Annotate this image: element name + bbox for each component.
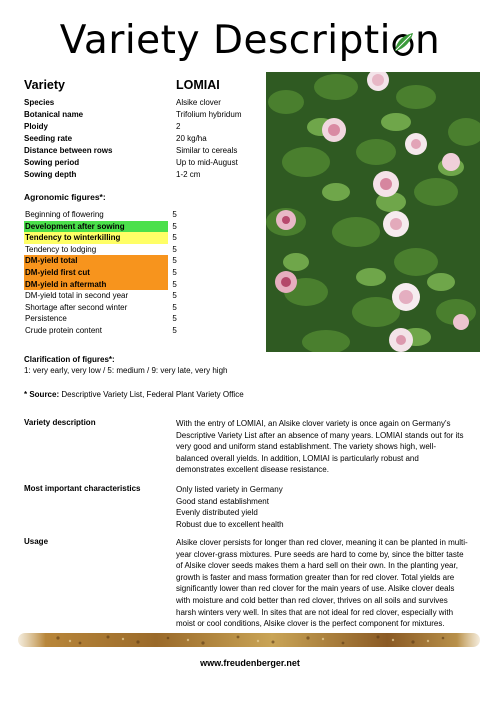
- description-line: demonstrates excellent disease resistance.: [176, 465, 329, 475]
- characteristic-item: Robust due to excellent health: [176, 519, 284, 529]
- website-url: www.freudenberger.net: [200, 658, 300, 668]
- agronomic-value: 5: [172, 314, 177, 324]
- agronomic-value: 5: [172, 325, 177, 335]
- spec-key: Sowing period: [24, 158, 80, 167]
- agronomic-value: 5: [172, 256, 177, 266]
- spec-value: 2: [176, 122, 181, 131]
- clarification-text: 1: very early, very low / 5: medium / 9: very late, very high: [24, 366, 228, 375]
- spec-key: Species: [24, 98, 55, 107]
- spec-row: [24, 109, 264, 121]
- agronomic-label: DM-yield in aftermath: [24, 279, 168, 291]
- source-label: * Source:: [24, 390, 60, 399]
- characteristic-item: Evenly distributed yield: [176, 508, 258, 518]
- agronomic-value: 5: [172, 233, 177, 243]
- agronomic-label: Beginning of flowering: [25, 210, 104, 219]
- clover-photo: [266, 72, 480, 352]
- spec-row: [24, 157, 264, 169]
- spec-value: Similar to cereals: [176, 146, 238, 155]
- variety-label: Variety: [24, 78, 66, 92]
- spec-value: Up to mid-August: [176, 158, 238, 167]
- spec-row: [24, 121, 264, 133]
- agronomic-value: 5: [172, 267, 177, 277]
- characteristics-label: Most important characteristics: [24, 484, 141, 493]
- spec-key: Seeding rate: [24, 134, 73, 143]
- spec-value: Trifolium hybridum: [176, 110, 242, 119]
- agronomic-value: 5: [172, 244, 177, 254]
- agronomic-row: [24, 302, 184, 314]
- spec-key: Botanical name: [24, 110, 84, 119]
- agronomic-value: 5: [172, 279, 177, 289]
- page-title: [0, 18, 500, 63]
- agronomic-title: Agronomic figures*:: [24, 192, 106, 202]
- usage-line: growth is faster and mass formation greater than for red clover. Total yields are: [176, 572, 455, 582]
- description-line: balanced overall yields. In addition, LOMIAI is particularly robust and: [176, 453, 419, 463]
- variety-name: LOMIAI: [176, 78, 220, 92]
- agronomic-label: Development after sowing: [24, 221, 168, 233]
- agronomic-row: [24, 232, 184, 244]
- agronomic-row: [24, 221, 184, 233]
- spec-key: Ploidy: [24, 122, 49, 131]
- spec-key: Sowing depth: [24, 170, 77, 179]
- spec-row: [24, 97, 264, 109]
- agronomic-value: 5: [172, 291, 177, 301]
- usage-line: moist or cool conditions, Alsike clover is the perfect component for mixtures.: [176, 619, 445, 629]
- characteristic-item: Only listed variety in Germany: [176, 485, 283, 494]
- spec-key: Distance between rows: [24, 146, 113, 155]
- leaf-logo-icon: [391, 29, 415, 55]
- agronomic-label: DM-yield first cut: [24, 267, 168, 279]
- usage-line: of Alsike clover seeds makes them a hard sell on their own. In the planting year,: [176, 561, 458, 571]
- spec-row: [24, 169, 264, 181]
- seed-strip-banner: [18, 629, 480, 651]
- spec-table: [24, 97, 264, 181]
- agronomic-value: 5: [172, 221, 177, 231]
- agronomic-label: Persistence: [25, 314, 67, 324]
- agronomic-label: Tendency to winterkilling: [24, 232, 168, 244]
- description-line: With the entry of LOMIAI, an Alsike clover variety is once again on Germany's: [176, 419, 451, 428]
- clarification-title: Clarification of figures*:: [24, 355, 115, 364]
- agronomic-row: [24, 255, 184, 267]
- usage-line: with moisture and cold better than red clover, thrives on all soils and survives: [176, 595, 448, 605]
- usage-label: Usage: [24, 537, 49, 546]
- spec-row: [24, 145, 264, 157]
- agronomic-row: [24, 325, 184, 337]
- agronomic-label: Tendency to lodging: [25, 244, 97, 254]
- description-text: [176, 418, 482, 476]
- agronomic-label: DM-yield total in second year: [25, 291, 129, 301]
- characteristic-item: Good stand establishment: [176, 496, 269, 506]
- agronomic-row: [24, 209, 184, 221]
- usage-line: Alsike clover persists for longer than red clover, meaning it can be planted in multi-: [176, 538, 468, 547]
- spec-value: 1-2 cm: [176, 170, 201, 179]
- agronomic-label: DM-yield total: [24, 255, 168, 267]
- description-label: Variety description: [24, 418, 96, 427]
- agronomic-row: [24, 244, 184, 256]
- usage-text: [176, 537, 482, 630]
- agronomic-table: [24, 209, 184, 337]
- page-title-text-end: n: [415, 18, 441, 63]
- usage-line: significantly lower than red clover for the main years of use. Alsike clover deals: [176, 584, 455, 594]
- usage-line: year clover-grass mixtures. Pure seeds are hard to come by, since the bitter taste: [176, 549, 464, 559]
- spec-value: 20 kg/ha: [176, 134, 207, 143]
- usage-line: harsh winters very well. In sites that are not ideal for red clover, especially with: [176, 607, 454, 617]
- spec-row: [24, 133, 264, 145]
- source-text: Descriptive Variety List, Federal Plant Variety Office: [59, 390, 244, 399]
- page-title-text-start: Variety Descripti: [59, 18, 391, 63]
- source-note: [24, 390, 244, 399]
- agronomic-label: Crude protein content: [25, 325, 102, 335]
- agronomic-value: 5: [172, 210, 177, 219]
- agronomic-row: [24, 267, 184, 279]
- agronomic-value: 5: [172, 302, 177, 312]
- agronomic-row: [24, 313, 184, 325]
- spec-value: Alsike clover: [176, 98, 221, 107]
- agronomic-label: Shortage after second winter: [25, 302, 128, 312]
- agronomic-row: [24, 290, 184, 302]
- description-line: very good and uniform stand establishment. The variety shows high, well-: [176, 442, 436, 452]
- agronomic-row: [24, 279, 184, 291]
- characteristics-list: [176, 484, 482, 530]
- description-line: Descriptive Variety List after an absence of many years. LOMIAI stands out for its: [176, 430, 464, 440]
